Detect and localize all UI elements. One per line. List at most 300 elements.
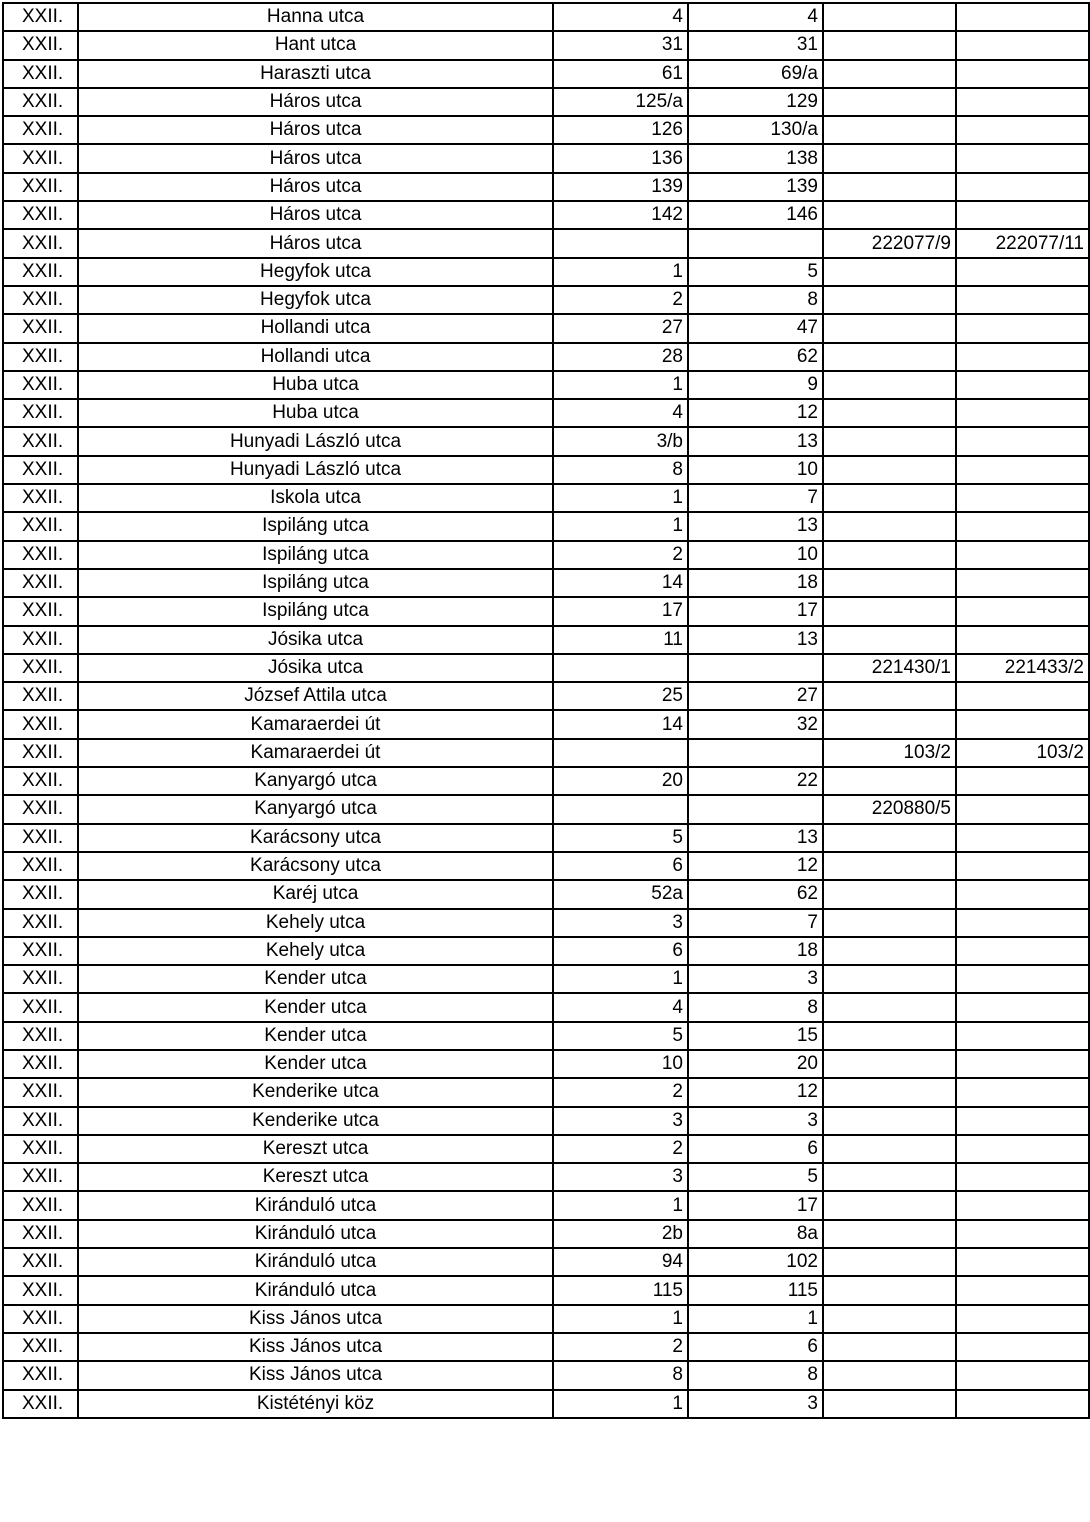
- house-number-from-cell: 1: [553, 484, 688, 512]
- lot-number-to-cell: [956, 1022, 1089, 1050]
- street-name-cell: Háros utca: [78, 201, 553, 229]
- house-number-from-cell: 17: [553, 597, 688, 625]
- lot-number-to-cell: [956, 512, 1089, 540]
- district-cell: XXII.: [3, 1078, 78, 1106]
- district-cell: XXII.: [3, 767, 78, 795]
- house-number-from-cell: 94: [553, 1248, 688, 1276]
- lot-number-from-cell: [823, 682, 956, 710]
- house-number-from-cell: 126: [553, 116, 688, 144]
- house-number-to-cell: [688, 654, 823, 682]
- house-number-from-cell: 28: [553, 343, 688, 371]
- house-number-to-cell: 3: [688, 965, 823, 993]
- street-name-cell: Ispiláng utca: [78, 541, 553, 569]
- lot-number-to-cell: 103/2: [956, 739, 1089, 767]
- lot-number-from-cell: [823, 1248, 956, 1276]
- street-name-cell: Haraszti utca: [78, 60, 553, 88]
- district-cell: XXII.: [3, 88, 78, 116]
- table-row: [3, 1361, 1089, 1389]
- lot-number-from-cell: [823, 1191, 956, 1219]
- house-number-from-cell: 5: [553, 824, 688, 852]
- street-name-cell: Háros utca: [78, 229, 553, 257]
- house-number-to-cell: 7: [688, 484, 823, 512]
- street-name-cell: Ispiláng utca: [78, 569, 553, 597]
- street-name-cell: Kistétényi köz: [78, 1390, 553, 1418]
- table-row: [3, 144, 1089, 172]
- lot-number-to-cell: [956, 1163, 1089, 1191]
- lot-number-to-cell: [956, 993, 1089, 1021]
- house-number-to-cell: 7: [688, 909, 823, 937]
- lot-number-from-cell: [823, 965, 956, 993]
- district-cell: XXII.: [3, 3, 78, 31]
- street-name-cell: Kiss János utca: [78, 1305, 553, 1333]
- table-row: [3, 1107, 1089, 1135]
- lot-number-to-cell: [956, 1276, 1089, 1304]
- house-number-from-cell: 4: [553, 399, 688, 427]
- lot-number-to-cell: [956, 173, 1089, 201]
- lot-number-to-cell: [956, 937, 1089, 965]
- lot-number-to-cell: [956, 484, 1089, 512]
- table-row: [3, 484, 1089, 512]
- district-cell: XXII.: [3, 626, 78, 654]
- lot-number-from-cell: [823, 144, 956, 172]
- lot-number-from-cell: [823, 343, 956, 371]
- street-name-cell: Kehely utca: [78, 937, 553, 965]
- district-cell: XXII.: [3, 1361, 78, 1389]
- house-number-to-cell: 3: [688, 1390, 823, 1418]
- table-row: [3, 852, 1089, 880]
- lot-number-from-cell: [823, 710, 956, 738]
- house-number-to-cell: 22: [688, 767, 823, 795]
- district-cell: XXII.: [3, 654, 78, 682]
- district-cell: XXII.: [3, 569, 78, 597]
- house-number-from-cell: [553, 795, 688, 823]
- lot-number-from-cell: [823, 1276, 956, 1304]
- house-number-from-cell: 2: [553, 541, 688, 569]
- table-row: [3, 286, 1089, 314]
- house-number-to-cell: 9: [688, 371, 823, 399]
- house-number-to-cell: 115: [688, 1276, 823, 1304]
- district-cell: XXII.: [3, 484, 78, 512]
- district-cell: XXII.: [3, 1107, 78, 1135]
- table-row: [3, 201, 1089, 229]
- street-name-cell: Háros utca: [78, 173, 553, 201]
- table-row: [3, 173, 1089, 201]
- lot-number-from-cell: [823, 1163, 956, 1191]
- lot-number-to-cell: [956, 371, 1089, 399]
- house-number-from-cell: 14: [553, 569, 688, 597]
- house-number-to-cell: 5: [688, 1163, 823, 1191]
- address-table: [2, 2, 1090, 1419]
- house-number-to-cell: 12: [688, 852, 823, 880]
- house-number-from-cell: 27: [553, 314, 688, 342]
- house-number-from-cell: 10: [553, 1050, 688, 1078]
- district-cell: XXII.: [3, 512, 78, 540]
- district-cell: XXII.: [3, 1276, 78, 1304]
- lot-number-to-cell: [956, 1050, 1089, 1078]
- lot-number-to-cell: [956, 1361, 1089, 1389]
- table-row: [3, 795, 1089, 823]
- table-row: [3, 682, 1089, 710]
- house-number-to-cell: [688, 795, 823, 823]
- street-name-cell: Kiss János utca: [78, 1361, 553, 1389]
- house-number-from-cell: 1: [553, 1390, 688, 1418]
- house-number-to-cell: 8a: [688, 1220, 823, 1248]
- lot-number-from-cell: [823, 1135, 956, 1163]
- address-table-body: [3, 3, 1089, 1418]
- district-cell: XXII.: [3, 144, 78, 172]
- lot-number-to-cell: [956, 314, 1089, 342]
- street-name-cell: Hant utca: [78, 31, 553, 59]
- house-number-from-cell: 6: [553, 852, 688, 880]
- house-number-from-cell: 61: [553, 60, 688, 88]
- house-number-to-cell: 20: [688, 1050, 823, 1078]
- lot-number-to-cell: [956, 1220, 1089, 1248]
- lot-number-to-cell: 221433/2: [956, 654, 1089, 682]
- house-number-from-cell: 4: [553, 993, 688, 1021]
- district-cell: XXII.: [3, 1022, 78, 1050]
- table-row: [3, 60, 1089, 88]
- lot-number-from-cell: [823, 541, 956, 569]
- district-cell: XXII.: [3, 399, 78, 427]
- district-cell: XXII.: [3, 258, 78, 286]
- table-row: [3, 937, 1089, 965]
- lot-number-from-cell: [823, 1078, 956, 1106]
- house-number-to-cell: 5: [688, 258, 823, 286]
- district-cell: XXII.: [3, 371, 78, 399]
- district-cell: XXII.: [3, 1305, 78, 1333]
- lot-number-from-cell: 103/2: [823, 739, 956, 767]
- district-cell: XXII.: [3, 286, 78, 314]
- house-number-to-cell: 146: [688, 201, 823, 229]
- table-row: [3, 1022, 1089, 1050]
- table-row: [3, 1248, 1089, 1276]
- lot-number-from-cell: [823, 1361, 956, 1389]
- house-number-from-cell: 8: [553, 1361, 688, 1389]
- lot-number-from-cell: [823, 60, 956, 88]
- house-number-from-cell: 3: [553, 1163, 688, 1191]
- house-number-to-cell: 138: [688, 144, 823, 172]
- street-name-cell: Kender utca: [78, 1022, 553, 1050]
- house-number-to-cell: 129: [688, 88, 823, 116]
- house-number-from-cell: 11: [553, 626, 688, 654]
- lot-number-to-cell: [956, 456, 1089, 484]
- lot-number-to-cell: [956, 1135, 1089, 1163]
- table-row: [3, 597, 1089, 625]
- table-row: [3, 1220, 1089, 1248]
- lot-number-to-cell: [956, 3, 1089, 31]
- house-number-from-cell: 1: [553, 1191, 688, 1219]
- lot-number-to-cell: 222077/11: [956, 229, 1089, 257]
- table-row: [3, 456, 1089, 484]
- table-row: [3, 880, 1089, 908]
- district-cell: XXII.: [3, 229, 78, 257]
- street-name-cell: Kanyargó utca: [78, 795, 553, 823]
- table-row: [3, 3, 1089, 31]
- lot-number-to-cell: [956, 597, 1089, 625]
- street-name-cell: Kender utca: [78, 965, 553, 993]
- house-number-from-cell: 5: [553, 1022, 688, 1050]
- street-name-cell: Jósika utca: [78, 626, 553, 654]
- street-name-cell: Karácsony utca: [78, 824, 553, 852]
- street-name-cell: Kiránduló utca: [78, 1248, 553, 1276]
- house-number-from-cell: 2: [553, 1333, 688, 1361]
- house-number-from-cell: 125/a: [553, 88, 688, 116]
- lot-number-from-cell: [823, 371, 956, 399]
- district-cell: XXII.: [3, 710, 78, 738]
- house-number-from-cell: 20: [553, 767, 688, 795]
- house-number-to-cell: 139: [688, 173, 823, 201]
- street-name-cell: Kanyargó utca: [78, 767, 553, 795]
- street-name-cell: Kiránduló utca: [78, 1220, 553, 1248]
- street-name-cell: Háros utca: [78, 88, 553, 116]
- street-name-cell: Kiránduló utca: [78, 1191, 553, 1219]
- lot-number-from-cell: [823, 909, 956, 937]
- district-cell: XXII.: [3, 427, 78, 455]
- house-number-to-cell: 13: [688, 626, 823, 654]
- street-name-cell: Karéj utca: [78, 880, 553, 908]
- street-name-cell: Háros utca: [78, 144, 553, 172]
- lot-number-from-cell: 221430/1: [823, 654, 956, 682]
- district-cell: XXII.: [3, 824, 78, 852]
- house-number-from-cell: 31: [553, 31, 688, 59]
- table-row: [3, 116, 1089, 144]
- lot-number-from-cell: 222077/9: [823, 229, 956, 257]
- street-name-cell: Hunyadi László utca: [78, 456, 553, 484]
- lot-number-to-cell: [956, 1333, 1089, 1361]
- district-cell: XXII.: [3, 116, 78, 144]
- lot-number-from-cell: [823, 1333, 956, 1361]
- house-number-from-cell: 139: [553, 173, 688, 201]
- street-name-cell: Kehely utca: [78, 909, 553, 937]
- house-number-to-cell: 17: [688, 597, 823, 625]
- lot-number-from-cell: [823, 1305, 956, 1333]
- house-number-from-cell: 8: [553, 456, 688, 484]
- district-cell: XXII.: [3, 1050, 78, 1078]
- district-cell: XXII.: [3, 31, 78, 59]
- lot-number-to-cell: [956, 201, 1089, 229]
- lot-number-from-cell: [823, 824, 956, 852]
- house-number-to-cell: [688, 739, 823, 767]
- house-number-to-cell: 17: [688, 1191, 823, 1219]
- house-number-from-cell: 1: [553, 371, 688, 399]
- table-row: [3, 1191, 1089, 1219]
- house-number-from-cell: 14: [553, 710, 688, 738]
- house-number-to-cell: 8: [688, 1361, 823, 1389]
- district-cell: XXII.: [3, 1390, 78, 1418]
- house-number-to-cell: 12: [688, 399, 823, 427]
- table-row: [3, 767, 1089, 795]
- district-cell: XXII.: [3, 1191, 78, 1219]
- house-number-from-cell: 52a: [553, 880, 688, 908]
- lot-number-to-cell: [956, 626, 1089, 654]
- house-number-to-cell: 18: [688, 569, 823, 597]
- house-number-from-cell: 25: [553, 682, 688, 710]
- table-row: [3, 569, 1089, 597]
- street-name-cell: Ispiláng utca: [78, 512, 553, 540]
- street-name-cell: Kender utca: [78, 1050, 553, 1078]
- house-number-from-cell: 1: [553, 258, 688, 286]
- table-row: [3, 258, 1089, 286]
- house-number-from-cell: 2b: [553, 1220, 688, 1248]
- lot-number-from-cell: [823, 626, 956, 654]
- lot-number-from-cell: [823, 767, 956, 795]
- district-cell: XXII.: [3, 1220, 78, 1248]
- house-number-from-cell: 136: [553, 144, 688, 172]
- lot-number-to-cell: [956, 343, 1089, 371]
- district-cell: XXII.: [3, 965, 78, 993]
- house-number-from-cell: 3: [553, 1107, 688, 1135]
- street-name-cell: Háros utca: [78, 116, 553, 144]
- street-name-cell: Hunyadi László utca: [78, 427, 553, 455]
- district-cell: XXII.: [3, 682, 78, 710]
- house-number-to-cell: 27: [688, 682, 823, 710]
- street-name-cell: Jósika utca: [78, 654, 553, 682]
- street-name-cell: Kereszt utca: [78, 1135, 553, 1163]
- table-row: [3, 399, 1089, 427]
- lot-number-to-cell: [956, 795, 1089, 823]
- house-number-to-cell: 8: [688, 993, 823, 1021]
- street-name-cell: Kiss János utca: [78, 1333, 553, 1361]
- lot-number-to-cell: [956, 31, 1089, 59]
- district-cell: XXII.: [3, 1333, 78, 1361]
- lot-number-from-cell: [823, 88, 956, 116]
- house-number-from-cell: 3/b: [553, 427, 688, 455]
- lot-number-from-cell: 220880/5: [823, 795, 956, 823]
- lot-number-to-cell: [956, 880, 1089, 908]
- lot-number-to-cell: [956, 767, 1089, 795]
- house-number-to-cell: 62: [688, 880, 823, 908]
- table-row: [3, 1333, 1089, 1361]
- lot-number-to-cell: [956, 852, 1089, 880]
- house-number-to-cell: 6: [688, 1135, 823, 1163]
- district-cell: XXII.: [3, 343, 78, 371]
- lot-number-from-cell: [823, 1390, 956, 1418]
- lot-number-from-cell: [823, 512, 956, 540]
- lot-number-from-cell: [823, 1107, 956, 1135]
- house-number-from-cell: [553, 739, 688, 767]
- lot-number-from-cell: [823, 484, 956, 512]
- lot-number-to-cell: [956, 1107, 1089, 1135]
- street-name-cell: Kereszt utca: [78, 1163, 553, 1191]
- district-cell: XXII.: [3, 314, 78, 342]
- house-number-from-cell: [553, 654, 688, 682]
- lot-number-from-cell: [823, 1022, 956, 1050]
- lot-number-from-cell: [823, 314, 956, 342]
- street-name-cell: Kiránduló utca: [78, 1276, 553, 1304]
- lot-number-from-cell: [823, 993, 956, 1021]
- district-cell: XXII.: [3, 173, 78, 201]
- house-number-to-cell: 6: [688, 1333, 823, 1361]
- street-name-cell: Kenderike utca: [78, 1078, 553, 1106]
- lot-number-to-cell: [956, 541, 1089, 569]
- lot-number-to-cell: [956, 569, 1089, 597]
- lot-number-from-cell: [823, 1050, 956, 1078]
- street-name-cell: Kenderike utca: [78, 1107, 553, 1135]
- street-name-cell: Hollandi utca: [78, 343, 553, 371]
- table-row: [3, 1078, 1089, 1106]
- lot-number-from-cell: [823, 286, 956, 314]
- house-number-from-cell: 2: [553, 1078, 688, 1106]
- house-number-to-cell: 8: [688, 286, 823, 314]
- house-number-to-cell: 130/a: [688, 116, 823, 144]
- lot-number-to-cell: [956, 710, 1089, 738]
- lot-number-to-cell: [956, 427, 1089, 455]
- house-number-to-cell: 102: [688, 1248, 823, 1276]
- house-number-to-cell: 15: [688, 1022, 823, 1050]
- street-name-cell: Hanna utca: [78, 3, 553, 31]
- house-number-from-cell: 1: [553, 512, 688, 540]
- lot-number-to-cell: [956, 909, 1089, 937]
- table-row: [3, 824, 1089, 852]
- district-cell: XXII.: [3, 937, 78, 965]
- house-number-from-cell: 6: [553, 937, 688, 965]
- street-name-cell: Iskola utca: [78, 484, 553, 512]
- house-number-to-cell: 10: [688, 456, 823, 484]
- district-cell: XXII.: [3, 795, 78, 823]
- house-number-to-cell: 3: [688, 1107, 823, 1135]
- house-number-to-cell: 1: [688, 1305, 823, 1333]
- lot-number-to-cell: [956, 965, 1089, 993]
- district-cell: XXII.: [3, 1135, 78, 1163]
- street-name-cell: Hegyfok utca: [78, 258, 553, 286]
- lot-number-to-cell: [956, 116, 1089, 144]
- table-row: [3, 427, 1089, 455]
- lot-number-to-cell: [956, 682, 1089, 710]
- lot-number-from-cell: [823, 399, 956, 427]
- street-name-cell: Kamaraerdei út: [78, 710, 553, 738]
- lot-number-to-cell: [956, 1248, 1089, 1276]
- lot-number-to-cell: [956, 824, 1089, 852]
- district-cell: XXII.: [3, 993, 78, 1021]
- table-row: [3, 710, 1089, 738]
- house-number-to-cell: 12: [688, 1078, 823, 1106]
- lot-number-to-cell: [956, 144, 1089, 172]
- street-name-cell: Ispiláng utca: [78, 597, 553, 625]
- table-row: [3, 909, 1089, 937]
- street-name-cell: Hegyfok utca: [78, 286, 553, 314]
- table-row: [3, 229, 1089, 257]
- district-cell: XXII.: [3, 1248, 78, 1276]
- lot-number-from-cell: [823, 937, 956, 965]
- table-row: [3, 1050, 1089, 1078]
- lot-number-from-cell: [823, 173, 956, 201]
- district-cell: XXII.: [3, 909, 78, 937]
- table-row: [3, 626, 1089, 654]
- table-row: [3, 1305, 1089, 1333]
- lot-number-to-cell: [956, 1305, 1089, 1333]
- lot-number-from-cell: [823, 852, 956, 880]
- house-number-from-cell: 1: [553, 1305, 688, 1333]
- lot-number-to-cell: [956, 399, 1089, 427]
- table-row: [3, 343, 1089, 371]
- table-row: [3, 1163, 1089, 1191]
- lot-number-to-cell: [956, 1191, 1089, 1219]
- district-cell: XXII.: [3, 597, 78, 625]
- street-name-cell: Huba utca: [78, 399, 553, 427]
- lot-number-from-cell: [823, 597, 956, 625]
- table-row: [3, 654, 1089, 682]
- lot-number-from-cell: [823, 116, 956, 144]
- lot-number-from-cell: [823, 569, 956, 597]
- lot-number-from-cell: [823, 31, 956, 59]
- lot-number-to-cell: [956, 60, 1089, 88]
- district-cell: XXII.: [3, 852, 78, 880]
- house-number-to-cell: 13: [688, 824, 823, 852]
- house-number-from-cell: [553, 229, 688, 257]
- district-cell: XXII.: [3, 1163, 78, 1191]
- lot-number-from-cell: [823, 427, 956, 455]
- house-number-from-cell: 142: [553, 201, 688, 229]
